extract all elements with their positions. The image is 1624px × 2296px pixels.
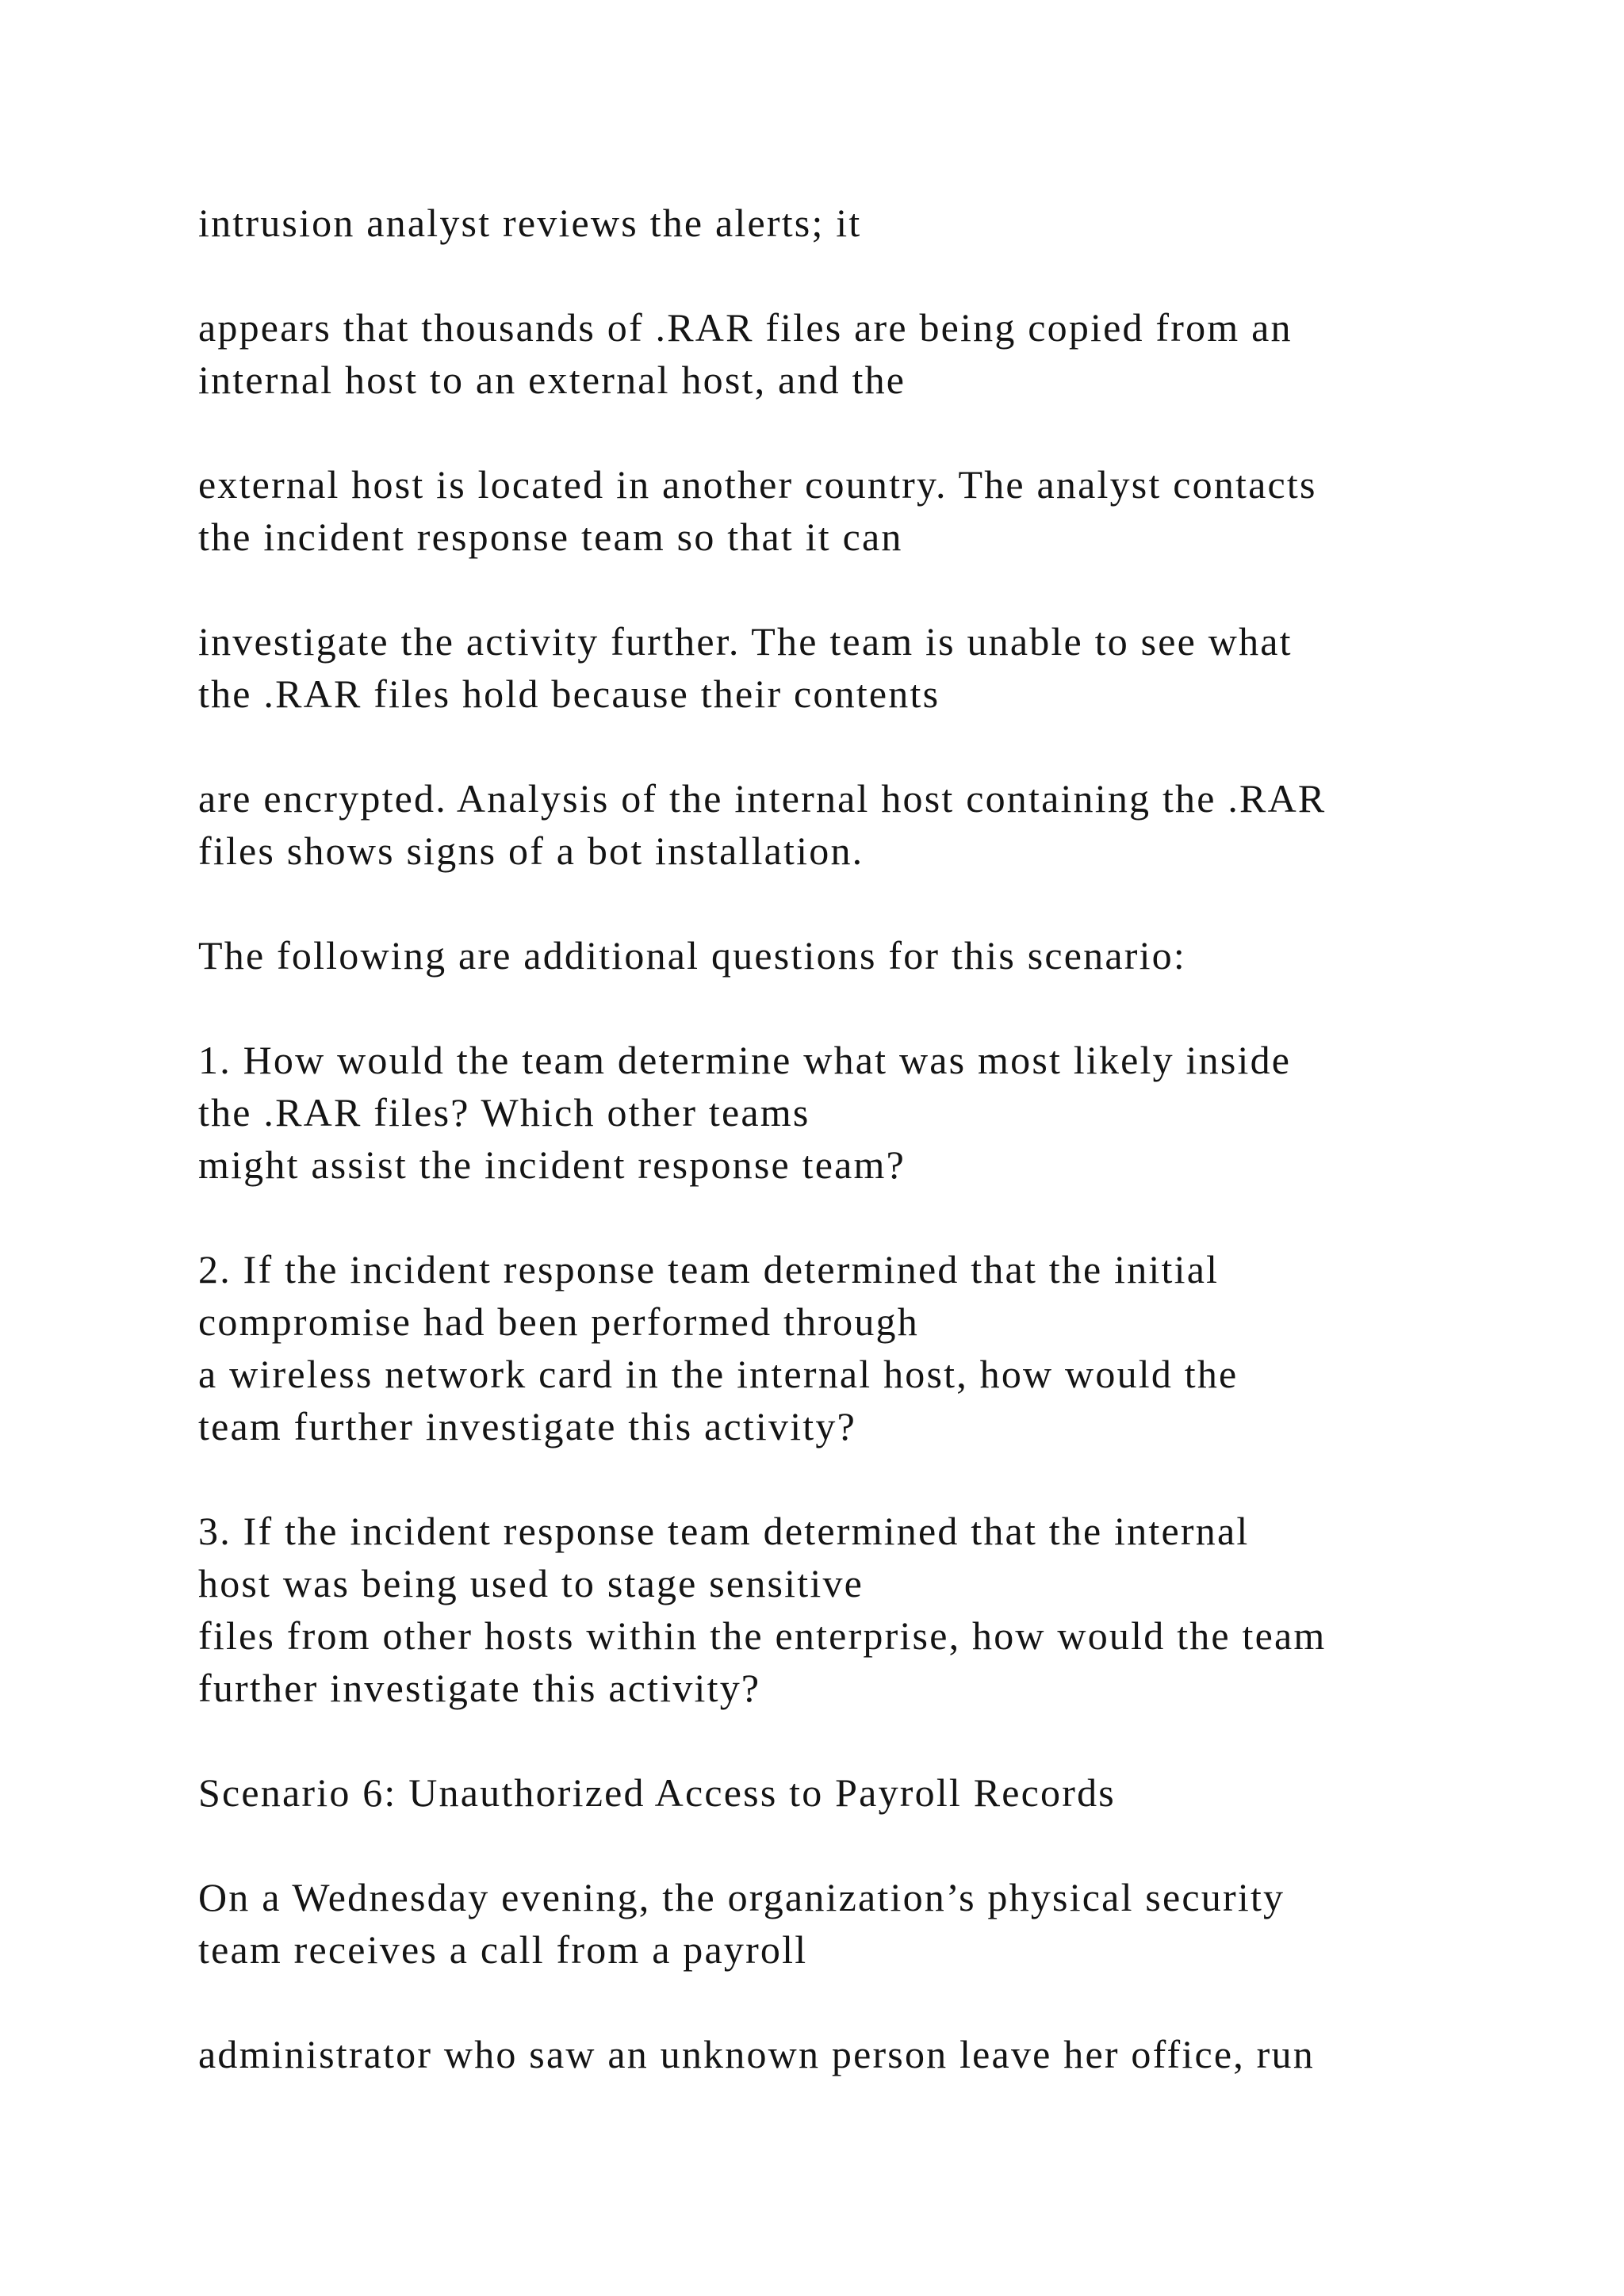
text-line: external host is located in another country. The analyst contacts <box>198 462 1317 507</box>
question-1 <box>198 1034 1546 1191</box>
text-line: On a Wednesday evening, the organization’s physical security <box>198 1875 1285 1919</box>
question-3 <box>198 1505 1546 1714</box>
text-line: host was being used to stage sensitive <box>198 1561 864 1605</box>
text-line: 3. If the incident response team determined that the internal <box>198 1509 1250 1553</box>
paragraph-wednesday <box>198 1871 1546 1976</box>
paragraph-intro <box>198 197 1546 249</box>
paragraph-investigate <box>198 615 1546 720</box>
text-line: internal host to an external host, and the <box>198 358 906 402</box>
paragraph-encrypted <box>198 772 1546 877</box>
question-2 <box>198 1243 1546 1452</box>
paragraph-external-host <box>198 458 1546 563</box>
text-line: 2. If the incident response team determined that the initial <box>198 1247 1220 1292</box>
text-line: team receives a call from a payroll <box>198 1927 808 1972</box>
scenario-heading <box>198 1766 1546 1819</box>
text-line: a wireless network card in the internal host, how would the <box>198 1352 1239 1396</box>
text-line: compromise had been performed through <box>198 1299 919 1344</box>
text-line: might assist the incident response team? <box>198 1142 906 1187</box>
text-line: administrator who saw an unknown person leave her office, run <box>198 2032 1315 2076</box>
paragraph-questions-intro <box>198 929 1546 982</box>
paragraph-rar-copy <box>198 301 1546 406</box>
text-line: The following are additional questions for this scenario: <box>198 933 1186 978</box>
text-line: are encrypted. Analysis of the internal host containing the .RAR <box>198 776 1327 821</box>
text-line: files shows signs of a bot installation. <box>198 828 864 873</box>
text-line: the .RAR files? Which other teams <box>198 1090 810 1135</box>
text-line: intrusion analyst reviews the alerts; it <box>198 201 862 245</box>
text-line: the incident response team so that it can <box>198 515 903 559</box>
text-line: Scenario 6: Unauthorized Access to Payroll Records <box>198 1770 1116 1815</box>
text-line: files from other hosts within the enterprise, how would the team <box>198 1613 1327 1658</box>
text-line: appears that thousands of .RAR files are being copied from an <box>198 305 1293 350</box>
text-line: team further investigate this activity? <box>198 1404 856 1448</box>
text-line: the .RAR files hold because their contents <box>198 672 940 716</box>
paragraph-administrator <box>198 2028 1546 2080</box>
text-line: 1. How would the team determine what was most likely inside <box>198 1038 1292 1082</box>
text-line: further investigate this activity? <box>198 1666 761 1710</box>
text-line: investigate the activity further. The team is unable to see what <box>198 619 1293 664</box>
